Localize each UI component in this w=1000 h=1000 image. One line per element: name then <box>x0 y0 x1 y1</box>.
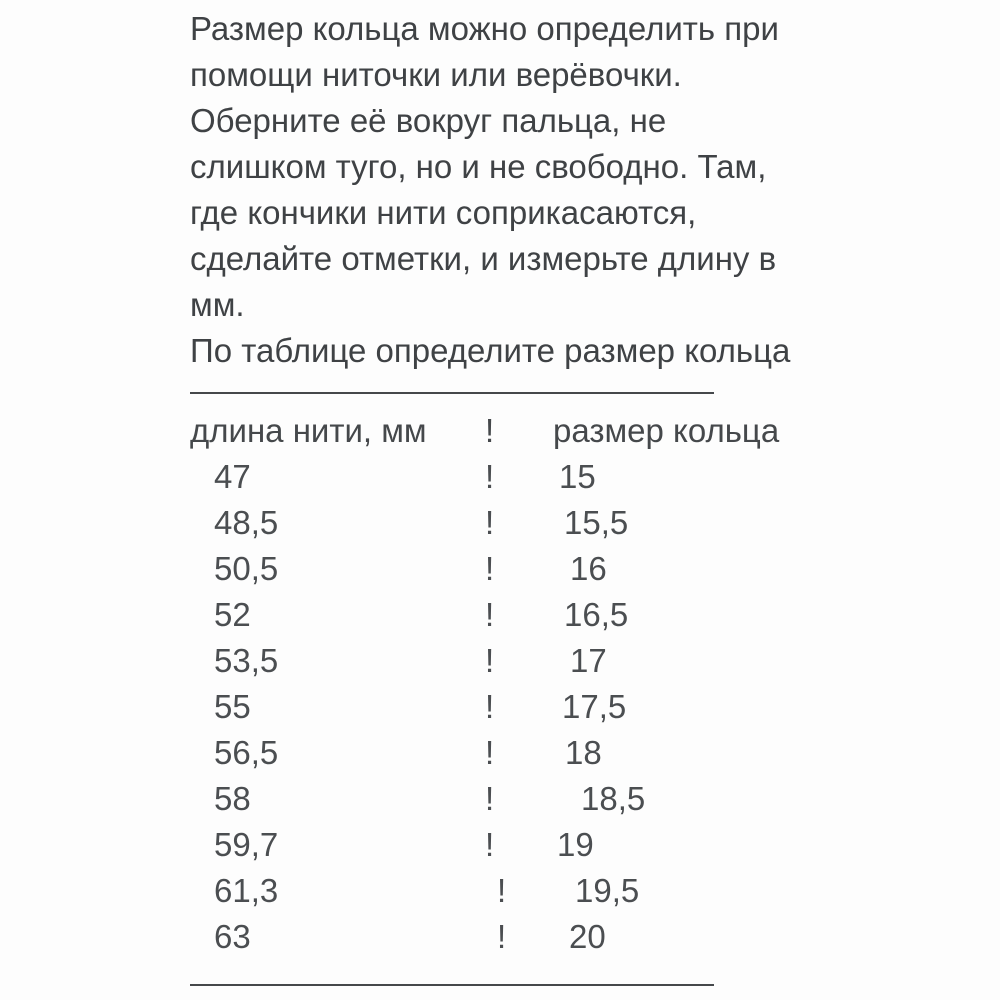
table-row <box>190 730 810 776</box>
column-separator: ! <box>485 412 495 449</box>
thread-length-value: 48,5 <box>214 504 279 541</box>
table-row <box>190 638 810 684</box>
instructions-line: слишком туго, но и не свободно. Там, <box>190 148 767 185</box>
ring-size-value: 19 <box>557 826 594 863</box>
thread-length-value: 55 <box>214 688 251 725</box>
thread-length-value: 59,7 <box>214 826 279 863</box>
table-row <box>190 776 810 822</box>
divider-top: —————————————————— <box>190 373 712 408</box>
column-separator: ! <box>485 734 495 771</box>
ring-size-value: 16,5 <box>564 596 629 633</box>
thread-length-value: 56,5 <box>214 734 279 771</box>
column-separator: ! <box>485 596 495 633</box>
instructions-line: Размер кольца можно определить при <box>190 10 779 47</box>
instructions-line: Оберните её вокруг пальца, не <box>190 102 667 139</box>
thread-length-value: 47 <box>214 458 251 495</box>
table-row <box>190 684 810 730</box>
table-row <box>190 546 810 592</box>
thread-length-value: 63 <box>214 918 251 955</box>
table-intro-line: По таблице определите размер кольца <box>190 332 791 369</box>
column-header-ring-size: размер кольца <box>553 412 780 449</box>
ring-size-value: 19,5 <box>575 872 640 909</box>
ring-size-value: 18 <box>565 734 602 771</box>
ring-size-value: 15 <box>559 458 596 495</box>
column-header-thread-length: длина нити, мм <box>190 412 427 449</box>
table-row <box>190 914 810 960</box>
instructions-line: сделайте отметки, и измерьте длину в <box>190 240 777 277</box>
ring-size-value: 15,5 <box>564 504 629 541</box>
column-separator: ! <box>485 780 495 817</box>
ring-size-value: 20 <box>569 918 606 955</box>
column-separator: ! <box>485 688 495 725</box>
table-row <box>190 822 810 868</box>
table-row <box>190 592 810 638</box>
column-separator: ! <box>497 918 507 955</box>
ring-size-table <box>190 408 810 960</box>
table-row <box>190 868 810 914</box>
instructions-line: где кончики нити соприкасаются, <box>190 194 697 231</box>
divider-bottom: —————————————————— <box>190 965 712 1000</box>
table-row <box>190 454 810 500</box>
thread-length-value: 61,3 <box>214 872 279 909</box>
column-separator: ! <box>485 504 495 541</box>
column-separator: ! <box>485 550 495 587</box>
ring-size-value: 17,5 <box>562 688 627 725</box>
column-separator: ! <box>485 642 495 679</box>
table-row <box>190 500 810 546</box>
instructions-line: мм. <box>190 286 245 323</box>
instructions-line: помощи ниточки или верёвочки. <box>190 56 682 93</box>
instructions-paragraph <box>190 6 810 374</box>
ring-size-value: 18,5 <box>581 780 646 817</box>
column-separator: ! <box>485 458 495 495</box>
thread-length-value: 58 <box>214 780 251 817</box>
column-separator: ! <box>497 872 507 909</box>
thread-length-value: 52 <box>214 596 251 633</box>
thread-length-value: 53,5 <box>214 642 279 679</box>
thread-length-value: 50,5 <box>214 550 279 587</box>
ring-size-value: 17 <box>570 642 607 679</box>
column-separator: ! <box>485 826 495 863</box>
table-header-row <box>190 408 810 454</box>
ring-size-value: 16 <box>570 550 607 587</box>
